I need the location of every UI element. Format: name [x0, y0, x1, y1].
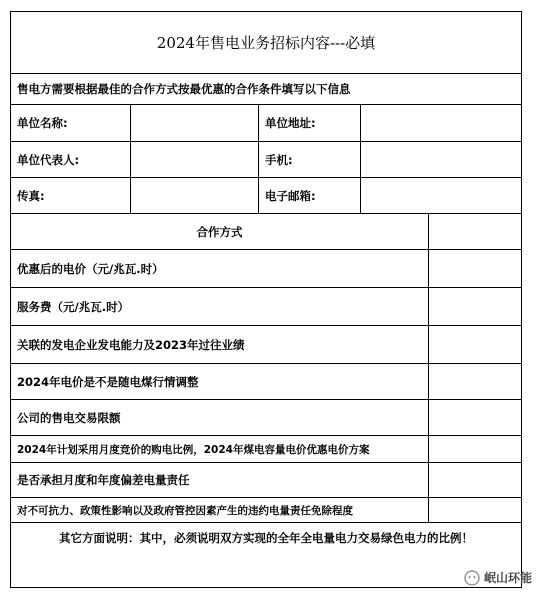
item-label: 关联的发电企业发电能力及2023年过往业绩 [11, 326, 429, 363]
item-row [11, 364, 521, 400]
email-label: 电子邮箱: [259, 178, 361, 213]
item-value-input[interactable] [429, 463, 521, 497]
item-row [11, 436, 521, 463]
item-row [11, 400, 521, 436]
bid-form [10, 11, 522, 588]
item-value-input[interactable] [429, 364, 521, 399]
item-value-input[interactable] [429, 288, 521, 325]
item-label: 服务费（元/兆瓦.时） [11, 288, 429, 325]
item-label: 2024年电价是不是随电煤行情调整 [11, 364, 429, 399]
item-label: 优惠后的电价（元/兆瓦.时） [11, 250, 429, 287]
item-value-input[interactable] [429, 436, 521, 462]
fax-label: 传真: [11, 178, 131, 213]
representative-label: 单位代表人: [11, 142, 131, 177]
fax-input[interactable] [131, 178, 259, 213]
item-label: 公司的售电交易限额 [11, 400, 429, 435]
title-row [11, 12, 521, 74]
item-value-input[interactable] [429, 498, 521, 522]
mobile-input[interactable] [361, 142, 521, 177]
email-input[interactable] [361, 178, 521, 213]
representative-input[interactable] [131, 142, 259, 177]
other-note: 其它方面说明：其中，必须说明双方实现的全年全电量电力交易绿色电力的比例！ [59, 531, 473, 545]
item-row [11, 326, 521, 364]
coop-header-row [11, 214, 521, 250]
item-label: 是否承担月度和年度偏差电量责任 [11, 463, 429, 497]
item-value-input[interactable] [429, 326, 521, 363]
chat-bubble-icon [464, 570, 480, 586]
company-address-input[interactable] [361, 105, 521, 141]
instruction-text: 售电方需要根据最佳的合作方式按最优惠的合作条件填写以下信息 [17, 82, 351, 96]
coop-header-blank [429, 214, 521, 249]
watermark-text: 岷山环能 [484, 571, 533, 585]
item-value-input[interactable] [429, 400, 521, 435]
company-address-label: 单位地址: [259, 105, 361, 141]
item-row [11, 250, 521, 288]
item-row [11, 288, 521, 326]
item-value-input[interactable] [429, 250, 521, 287]
item-label: 对不可抗力、政策性影响以及政府管控因素产生的违约电量责任免除程度 [11, 498, 429, 522]
item-row [11, 463, 521, 498]
item-row [11, 498, 521, 523]
item-label: 2024年计划采用月度竞价的购电比例，2024年煤电容量电价优惠电价方案 [11, 436, 429, 462]
form-title: 2024年售电业务招标内容---必填 [156, 34, 376, 52]
company-name-input[interactable] [131, 105, 259, 141]
field-row-fax [11, 178, 521, 214]
instruction-row [11, 74, 521, 105]
field-row-company [11, 105, 521, 142]
coop-header: 合作方式 [11, 214, 429, 249]
company-name-label: 单位名称: [11, 105, 131, 141]
field-row-representative [11, 142, 521, 178]
mobile-label: 手机: [259, 142, 361, 177]
watermark [464, 569, 532, 586]
